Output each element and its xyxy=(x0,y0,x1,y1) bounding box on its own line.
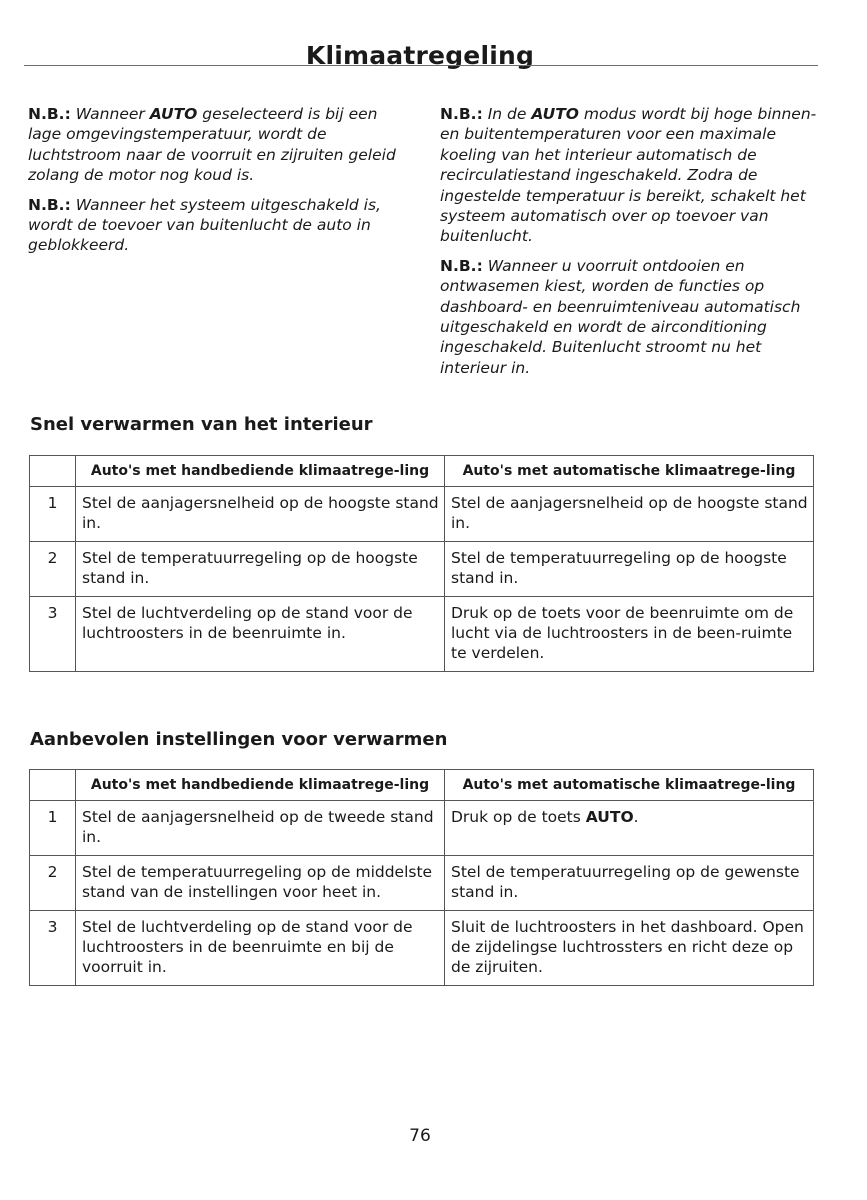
table-header-number xyxy=(30,770,76,801)
step-text: Druk op de toets xyxy=(451,808,586,826)
step-number: 2 xyxy=(30,855,76,910)
table-row xyxy=(30,910,814,985)
note xyxy=(440,256,820,378)
table-row xyxy=(30,801,814,856)
step-automatic: Stel de aanjagersnelheid op de hoogste stand in. xyxy=(445,487,814,542)
table-row xyxy=(30,541,814,596)
note-keyword: AUTO xyxy=(531,105,579,123)
step-manual: Stel de temperatuurregeling op de hoogste stand in. xyxy=(76,541,445,596)
note-text: Wanneer u voorruit ontdooien en ontwasemen kiest, worden de functies op dashboard- en beenruimteniveau automatisch uitgeschakeld en wordt de airconditioning ingeschakeld. Buitenlucht stroomt nu het interieur in. xyxy=(440,256,801,377)
step-number: 3 xyxy=(30,596,76,671)
step-automatic: Druk op de toets voor de beenruimte om de lucht via de luchtroosters in de been-ruimte te verdelen. xyxy=(445,596,814,671)
table-header-manual: Auto's met handbediende klimaatrege-ling xyxy=(76,456,445,487)
step-manual: Stel de luchtverdeling op de stand voor de luchtroosters in de beenruimte in. xyxy=(76,596,445,671)
step-text: . xyxy=(633,808,639,826)
note-keyword: AUTO xyxy=(149,105,198,123)
table-header-number xyxy=(30,456,76,487)
note xyxy=(28,195,400,256)
table-header-manual: Auto's met handbediende klimaatrege-ling xyxy=(76,770,445,801)
step-number: 3 xyxy=(30,910,76,985)
page-title: Klimaatregeling xyxy=(305,40,535,70)
note-label: N.B.: xyxy=(440,256,483,275)
table-header-row xyxy=(30,456,814,487)
section-heading-quick-heating: Snel verwarmen van het interieur xyxy=(30,414,373,435)
step-number: 2 xyxy=(30,541,76,596)
note-label: N.B.: xyxy=(28,195,71,214)
note-text: In de xyxy=(482,105,532,123)
step-automatic xyxy=(445,801,814,856)
section-heading-recommended-settings: Aanbevolen instellingen voor verwarmen xyxy=(30,729,448,750)
step-manual: Stel de aanjagersnelheid op de hoogste stand in. xyxy=(76,487,445,542)
note-text: Wanneer xyxy=(70,105,150,123)
table-row xyxy=(30,596,814,671)
table-header-automatic: Auto's met automatische klimaatrege-ling xyxy=(445,770,814,801)
table-header-row xyxy=(30,770,814,801)
note-text: geselecteerd is bij een lage omgevingstemperatuur, wordt de luchtstroom naar de voorruit en zijruiten geleid zolang de motor nog koud is. xyxy=(28,105,396,185)
notes-right-column xyxy=(440,104,820,387)
page-number: 76 xyxy=(409,1126,431,1146)
note xyxy=(440,104,820,247)
quick-heating-table xyxy=(29,455,814,672)
step-number: 1 xyxy=(30,487,76,542)
title-divider xyxy=(24,65,818,66)
step-manual: Stel de luchtverdeling op de stand voor de luchtroosters in de beenruimte en bij de voorruit in. xyxy=(76,910,445,985)
note-text: modus wordt bij hoge binnen- en buitentemperaturen voor een maximale koeling van het interieur automatisch de recirculatiestand ingeschakeld. Zodra de ingestelde temperatuur is bereikt, schakelt het systeem automatisch over op toevoer van buitenlucht. xyxy=(440,105,817,246)
note xyxy=(28,104,400,186)
table-row xyxy=(30,487,814,542)
step-keyword: AUTO xyxy=(585,808,634,826)
table-row xyxy=(30,855,814,910)
notes-left-column xyxy=(28,104,400,265)
note-text: Wanneer het systeem uitgeschakeld is, wordt de toevoer van buitenlucht de auto in geblokkeerd. xyxy=(28,195,381,255)
step-automatic: Sluit de luchtroosters in het dashboard. Open de zijdelingse luchtrossters en richt deze op de zijruiten. xyxy=(445,910,814,985)
table-header-automatic: Auto's met automatische klimaatrege-ling xyxy=(445,456,814,487)
note-label: N.B.: xyxy=(28,105,71,123)
note-label: N.B.: xyxy=(440,105,483,123)
recommended-settings-table xyxy=(29,769,814,986)
step-automatic: Stel de temperatuurregeling op de hoogste stand in. xyxy=(445,541,814,596)
step-automatic: Stel de temperatuurregeling op de gewenste stand in. xyxy=(445,855,814,910)
step-number: 1 xyxy=(30,801,76,856)
step-manual: Stel de temperatuurregeling op de middelste stand van de instellingen voor heet in. xyxy=(76,855,445,910)
step-manual: Stel de aanjagersnelheid op de tweede stand in. xyxy=(76,801,445,856)
